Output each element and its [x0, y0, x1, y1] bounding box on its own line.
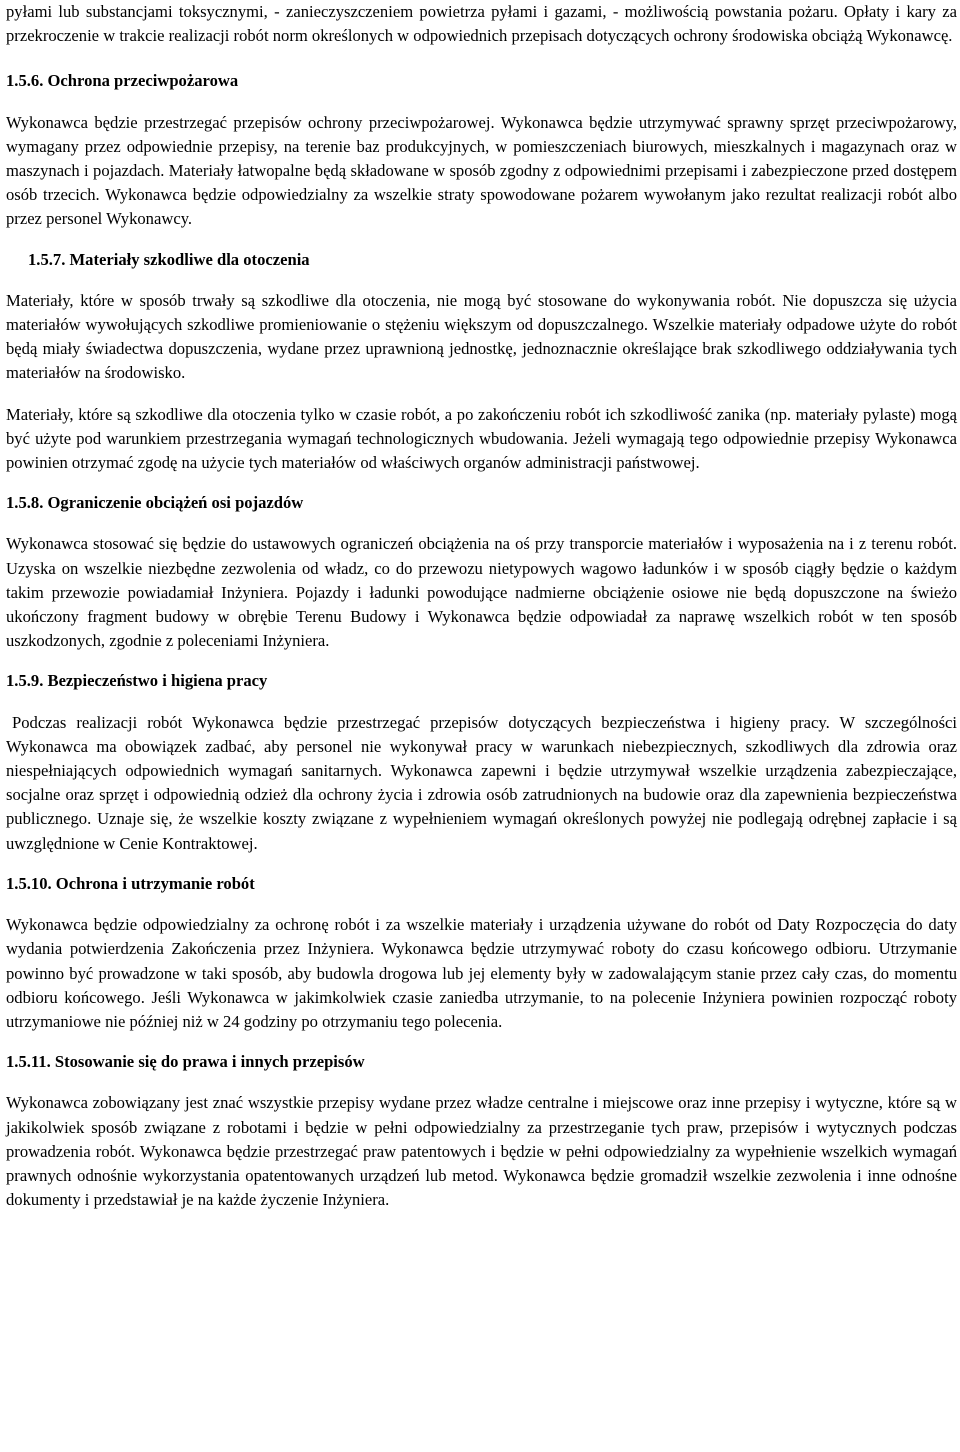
- section-paragraph: Wykonawca będzie przestrzegać przepisów ochrony przeciwpożarowej. Wykonawca będzie utrzymywać sprawny sprzęt przeciwpożarowy, wymagany przez odpowiednie przepisy, na terenie baz produkcyjnych, w pomieszczeniach biurowych, mieszkalnych i magazynach oraz w maszynach i pojazdach. Materiały łatwopalne będą składowane w sposób zgodny z odpowiednimi przepisami i zabezpieczone przed dostępem osób trzecich. Wykonawca będzie odpowiedzialny za wszelkie straty spowodowane pożarem wywołanym jako rezultat realizacji robót albo przez personel Wykonawcy.: [6, 112, 957, 229]
- section-paragraph: Wykonawca stosować się będzie do ustawowych ograniczeń obciążenia na oś przy transporcie materiałów i wyposażenia na i z terenu robót. Uzyska on wszelkie niezbędne zezwolenia od władz, co do przewozu nietypowych wagowo ładunków i w sposób ciągły będzie o każdym takim przewozie powiadamiał Inżyniera. Pojazdy i ładunki powodujące nadmierne obciążenie osiowe nie będą dopuszczone na świeżo ukończony fragment budowy w obrębie Terenu Budowy i Wykonawca będzie odpowiadał za naprawę wszelkich robót w ten sposób uszkodzonych, zgodnie z poleceniami Inżyniera.: [6, 534, 957, 651]
- section-number: 1.5.7.: [28, 249, 66, 269]
- section-health-safety: [6, 669, 957, 855]
- section-paragraph: Podczas realizacji robót Wykonawca będzie przestrzegać przepisów dotyczących bezpieczeństwa i higieny pracy. W szczególności Wykonawca ma obowiązek zadbać, aby personel nie wykonywał pracy w warunkach niebezpiecznych, szkodliwych dla zdrowia oraz niespełniających odpowiednich wymagań sanitarnych. Wykonawca zapewni i będzie utrzymywał wszelkie urządzenia zabezpieczające, socjalne oraz sprzęt i odpowiednią odzież dla ochrony życia i zdrowia osób zatrudnionych na budowie oraz dla zapewnienia bezpieczeństwa publicznego. Uznaje się, że wszelkie koszty związane z wypełnieniem wymagań określonych powyżej nie podlegają odrębnej zapłacie i są uwzględnione w Cenie Kontraktowej.: [6, 712, 957, 853]
- section-axle-load: [6, 491, 957, 653]
- section-heading: [6, 872, 957, 896]
- section-heading: [6, 248, 957, 272]
- section-heading: [6, 69, 957, 93]
- section-number: 1.5.9.: [6, 671, 44, 691]
- section-paragraph: Materiały, które w sposób trwały są szkodliwe dla otoczenia, nie mogą być stosowane do wykonywania robót. Nie dopuszcza się użycia materiałów wywołujących szkodliwe promieniowanie o stężeniu większym od dopuszczalnego. Wszelkie materiały odpadowe użyte do robót będą miały świadectwa dopuszczenia, wydane przez uprawnioną jednostkę, jednoznacznie określające brak szkodliwego oddziaływania tych materiałów na środowisko.: [6, 290, 957, 383]
- section-harmful-materials: [6, 248, 957, 476]
- section-works-protection: [6, 872, 957, 1034]
- section-heading: [6, 491, 957, 515]
- section-title: Bezpieczeństwo i higiena pracy: [47, 671, 268, 691]
- section-number: 1.5.11.: [6, 1052, 51, 1072]
- section-title: Ochrona i utrzymanie robót: [55, 873, 255, 893]
- section-title: Materiały szkodliwe dla otoczenia: [69, 249, 310, 269]
- section-heading: [6, 1050, 957, 1074]
- section-number: 1.5.6.: [6, 71, 44, 91]
- section-heading: [6, 669, 957, 693]
- intro-paragraph: pyłami lub substancjami toksycznymi, - zanieczyszczeniem powietrza pyłami i gazami, - możliwością powstania pożaru. Opłaty i kary za przekroczenie w trakcie realizacji robót norm określonych w odpowiednich przepisach dotyczących ochrony środowiska obciążą Wykonawcę.: [6, 2, 957, 46]
- section-title: Stosowanie się do prawa i innych przepisów: [54, 1052, 365, 1072]
- section-paragraph: Wykonawca będzie odpowiedzialny za ochronę robót i za wszelkie materiały i urządzenia używane do robót od Daty Rozpoczęcia do daty wydania potwierdzenia Zakończenia przez Inżyniera. Wykonawca będzie utrzymywać roboty do czasu końcowego odbioru. Utrzymanie powinno być prowadzone w taki sposób, aby budowla drogowa lub jej elementy były w zadowalającym stanie przez cały czas, do momentu odbioru końcowego. Jeśli Wykonawca w jakimkolwiek czasie zaniedba utrzymanie, to na polecenie Inżyniera powinien rozpocząć roboty utrzymaniowe nie później niż w 24 godziny po otrzymaniu tego polecenia.: [6, 915, 957, 1031]
- section-number: 1.5.8.: [6, 493, 44, 513]
- section-title: Ograniczenie obciążeń osi pojazdów: [47, 493, 304, 513]
- section-fire-protection: [6, 69, 957, 231]
- section-paragraph: Materiały, które są szkodliwe dla otoczenia tylko w czasie robót, a po zakończeniu robót ich szkodliwość zanika (np. materiały pylaste) mogą być użyte pod warunkiem przestrzegania wymagań technologicznych wbudowania. Jeżeli wymagają tego odpowiednie przepisy Wykonawca powinien otrzymać zgodę na użycie tych materiałów od właściwych organów administracji państwowej.: [6, 404, 957, 473]
- section-paragraph: Wykonawca zobowiązany jest znać wszystkie przepisy wydane przez władze centralne i miejscowe oraz inne przepisy i wytyczne, które są w jakikolwiek sposób związane z robotami i będzie w pełni odpowiedzialny za przestrzeganie tych praw, przepisów i wytycznych podczas prowadzenia robót. Wykonawca będzie przestrzegać praw patentowych i będzie w pełni odpowiedzialny za wypełnienie wszelkich wymagań prawnych odnośnie wykorzystania opatentowanych urządzeń lub metod. Wykonawca będzie gromadził wszelkie zezwolenia i inne odnośne dokumenty i przedstawiał je na każde życzenie Inżyniera.: [6, 1093, 957, 1210]
- section-legal-compliance: [6, 1050, 957, 1212]
- section-number: 1.5.10.: [6, 873, 52, 893]
- section-title: Ochrona przeciwpożarowa: [47, 71, 239, 91]
